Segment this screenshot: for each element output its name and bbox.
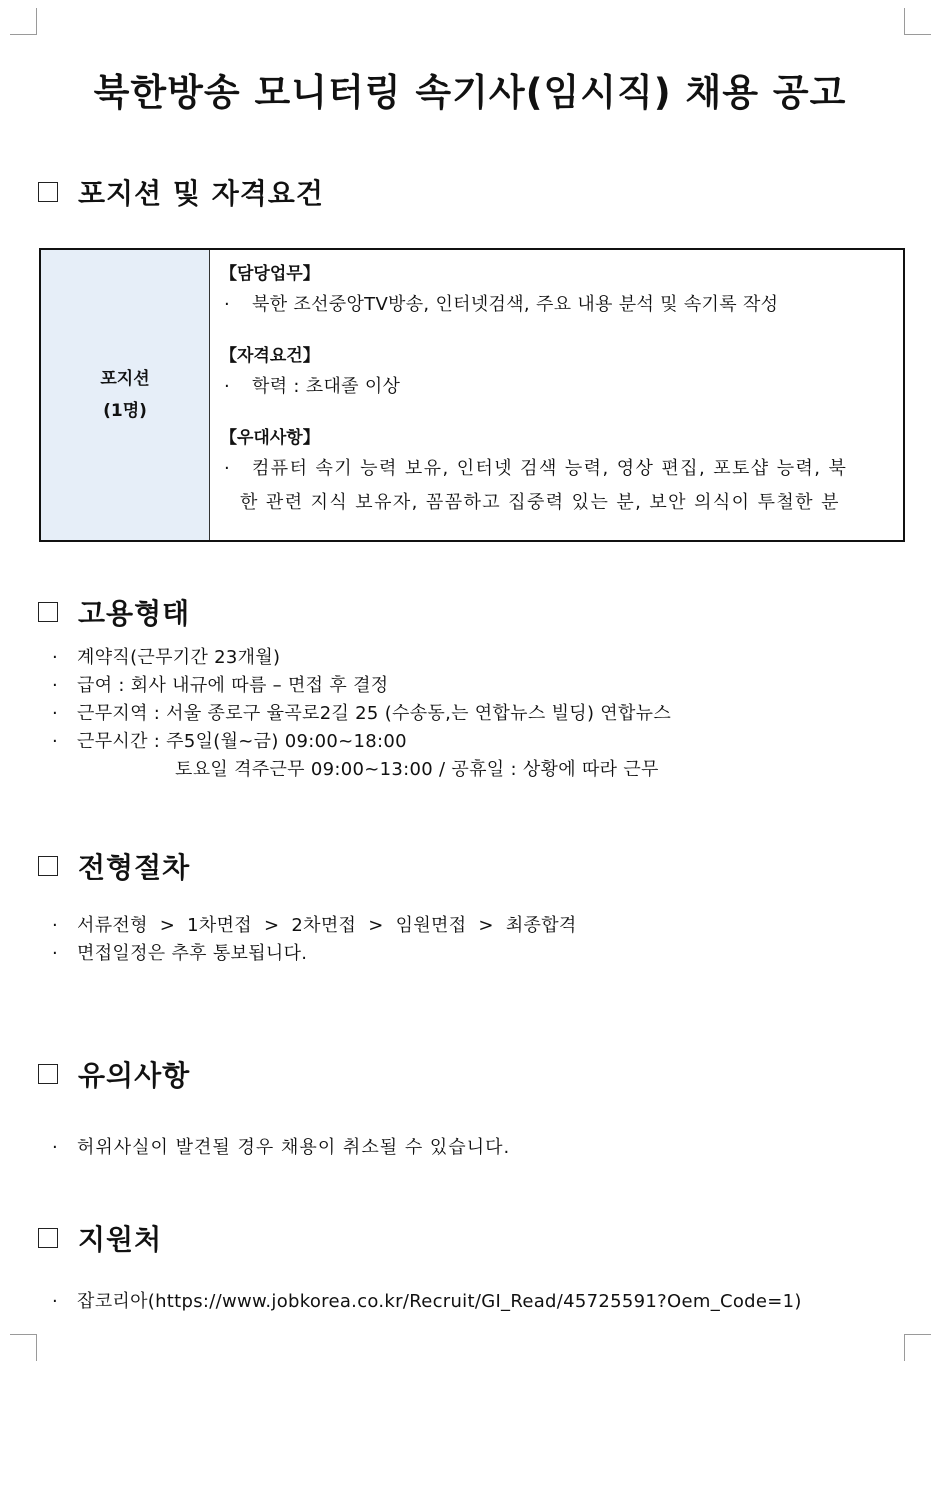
list-item: · 허위사실이 발견될 경우 채용이 취소될 수 있습니다.	[52, 1134, 510, 1162]
bullet-icon: ·	[224, 294, 231, 315]
position-cell	[41, 250, 210, 540]
checkbox-icon	[38, 1228, 58, 1248]
list-item: · 서류전형 > 1차면접 > 2차면접 > 임원면접 > 최종합격	[52, 912, 577, 940]
crop-mark-top-left	[10, 8, 37, 35]
position-label: 포지션	[100, 369, 150, 389]
bullet-icon: ·	[52, 1291, 59, 1312]
duties-item: · 북한 조선중앙TV방송, 인터넷검색, 주요 내용 분석 및 속기록 작성	[220, 288, 903, 322]
apply-list	[52, 1288, 802, 1316]
crop-mark-bottom-left	[10, 1334, 37, 1361]
duties-title: 【담당업무】	[220, 264, 320, 284]
preference-item-continued: 한 관련 지식 보유자, 꼼꼼하고 집중력 있는 분, 보안 의식이 투철한 분	[240, 492, 840, 513]
requirements-cell	[210, 250, 903, 540]
crop-mark-bottom-right	[904, 1334, 931, 1361]
section-title: 유의사항	[78, 1059, 191, 1092]
bullet-icon: ·	[52, 1137, 59, 1158]
checkbox-icon	[38, 602, 58, 622]
qualification-item: · 학력 : 초대졸 이상	[220, 370, 903, 404]
bullet-icon: ·	[52, 915, 59, 936]
section-title: 고용형태	[78, 597, 191, 630]
bullet-icon: ·	[52, 675, 59, 696]
section-title: 포지션 및 자격요건	[78, 177, 324, 210]
checkbox-icon	[38, 182, 58, 202]
section-heading-process	[38, 846, 190, 886]
apply-link[interactable]: 잡코리아(https://www.jobkorea.co.kr/Recruit/GI_Read/45725591?Oem_Code=1)	[77, 1291, 802, 1312]
list-item	[52, 1288, 802, 1316]
list-item: · 면접일정은 추후 통보됩니다.	[52, 940, 577, 968]
section-heading-employment	[38, 592, 190, 632]
bullet-icon: ·	[224, 376, 231, 397]
section-heading-apply	[38, 1218, 162, 1258]
list-item: · 급여 : 회사 내규에 따름 – 면접 후 결정	[52, 672, 671, 700]
list-item: · 계약직(근무기간 23개월)	[52, 644, 671, 672]
bullet-icon: ·	[52, 703, 59, 724]
position-count: (1명)	[103, 401, 147, 421]
preference-item: · 컴퓨터 속기 능력 보유, 인터넷 검색 능력, 영상 편집, 포토샵 능력, 북	[220, 452, 903, 486]
crop-mark-top-right	[904, 8, 931, 35]
section-title: 지원처	[78, 1223, 163, 1256]
qualification-title: 【자격요건】	[220, 346, 320, 366]
notice-list	[52, 1134, 510, 1162]
bullet-icon: ·	[52, 731, 59, 752]
section-title: 전형절차	[78, 851, 191, 884]
section-heading-notice	[38, 1054, 190, 1094]
checkbox-icon	[38, 1064, 58, 1084]
process-list	[52, 912, 577, 968]
list-item-continued: 토요일 격주근무 09:00~13:00 / 공휴일 : 상황에 따라 근무	[175, 759, 659, 780]
checkbox-icon	[38, 856, 58, 876]
bullet-icon: ·	[224, 458, 232, 479]
list-item: · 근무시간 : 주5일(월~금) 09:00~18:00	[52, 728, 671, 756]
section-heading-position	[38, 172, 324, 212]
bullet-icon: ·	[52, 647, 59, 668]
bullet-icon: ·	[52, 943, 59, 964]
list-item: · 근무지역 : 서울 종로구 율곡로2길 25 (수송동,는 연합뉴스 빌딩) 연합뉴스	[52, 700, 671, 728]
page-title: 북한방송 모니터링 속기사(임시직) 채용 공고	[93, 71, 847, 114]
position-table	[39, 248, 905, 542]
employment-list	[52, 644, 671, 784]
preference-title: 【우대사항】	[220, 428, 320, 448]
